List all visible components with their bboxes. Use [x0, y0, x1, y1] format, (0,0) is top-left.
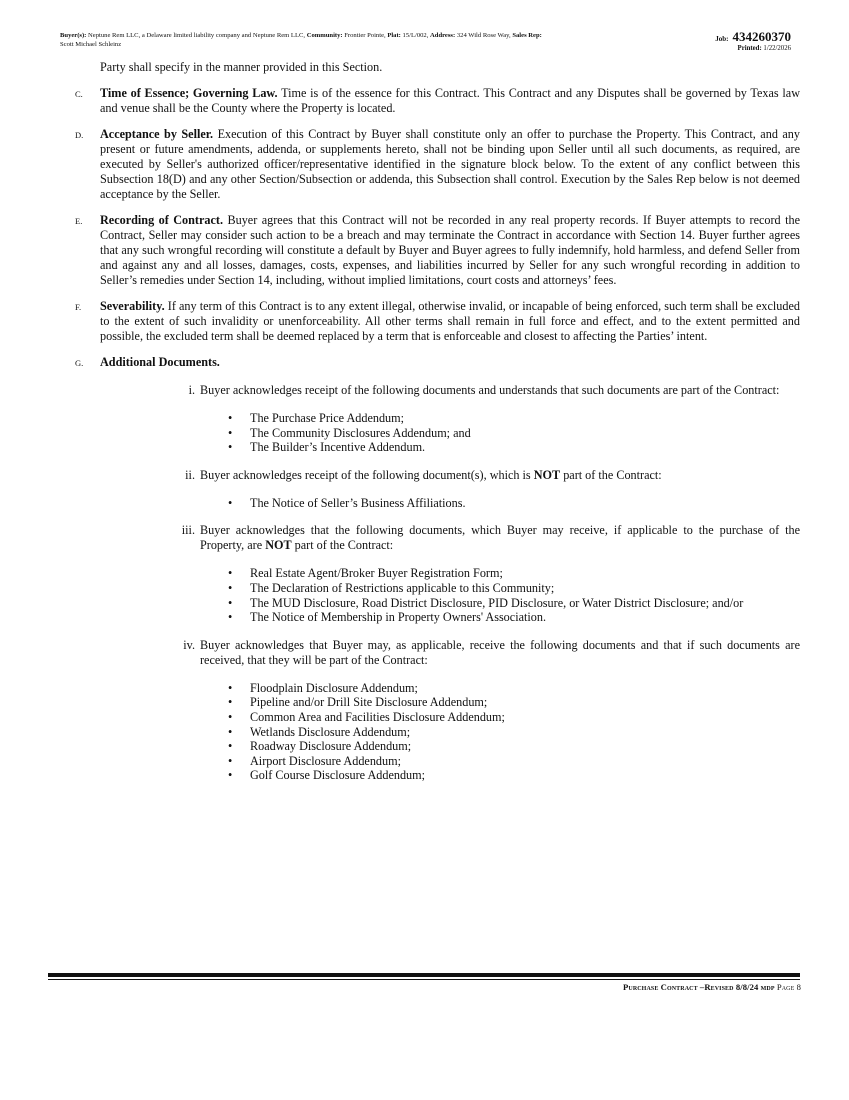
bullet-icon: • — [228, 425, 233, 440]
list-item — [228, 739, 800, 754]
list-item — [228, 411, 800, 426]
bullet-list — [200, 566, 800, 624]
bullet-icon: • — [228, 610, 233, 625]
section-letter: C. — [75, 89, 83, 99]
bullet-list — [200, 411, 800, 455]
section-letter: E. — [75, 216, 83, 226]
bullet-icon: • — [228, 739, 233, 754]
bullet-icon: • — [228, 753, 233, 768]
list-item-text: The Community Disclosures Addendum; and — [250, 425, 471, 440]
section-title: Acceptance by Seller. — [100, 127, 214, 141]
address-value: 324 Wild Rose Way, — [456, 32, 511, 39]
list-item — [228, 566, 800, 581]
subsection-text: Buyer acknowledges receipt of the following document(s), which is — [200, 467, 534, 482]
section-d — [60, 127, 800, 202]
plat-label: Plat: — [387, 32, 401, 39]
section-text: If any term of this Contract is to any extent illegal, otherwise invalid, or incapable of being enforced, such term shall be excluded to the extent of such invalidity or unenforceability. All other terms shall remain in full force and effect, and to the extent permitted and possible, the excluded term shall be deemed replaced by a term that is enforceable and closest to affecting the Parties’ intent. — [100, 299, 800, 343]
subsection-number: iii. — [181, 523, 195, 538]
bullet-icon: • — [228, 580, 233, 595]
section-title: Severability. — [100, 299, 165, 313]
job-number: 434260370 — [732, 29, 791, 44]
list-item — [228, 610, 800, 625]
section-text: Execution of this Contract by Buyer shall constitute only an offer to purchase the Property. This Contract, and any present or future amendments, addenda, or supplements hereto, shall not be binding upon Seller until all such documents, as required, are executed by Seller's authorized officer/representative identified in the signature block below. To the extent of any conflict between this Subsection 18(D) and any other Section/Subsection or addenda, this Subsection shall control. Execution by the Sales Rep below is not deemed acceptance by the Seller. — [100, 127, 800, 201]
job-info — [715, 29, 791, 54]
section-text: Buyer agrees that this Contract will not be recorded in any real property records. If Buyer attempts to record the Contract, Seller may consider such action to be a breach and may terminate the Contract in accordance with Section 14. Buyer further agrees that any such wrongful recording will constitute a default by Buyer and Buyer agrees to fully indemnify, hold harmless, and defend Seller from and against any and all losses, damages, costs, expenses, and liabilities incurred by Seller for any such wrongful recording in addition to Seller’s remedies under Section 14, including, without implied limitations, court costs and attorneys’ fees. — [100, 213, 800, 287]
subsection-text: Buyer acknowledges that Buyer may, as applicable, receive the following documents and that if such documents are received, that they will be part of the Contract: — [200, 637, 800, 667]
page-number: Page 8 — [776, 982, 801, 992]
bullet-icon: • — [228, 411, 233, 425]
list-item — [228, 680, 800, 696]
job-label: Job: — [715, 35, 729, 43]
section-letter: G. — [75, 358, 84, 368]
list-item-text: The MUD Disclosure, Road District Disclosure, PID Disclosure, or Water District Disclosure; and/or — [250, 595, 744, 610]
buyer-value: Neptune Rem LLC, a Delaware limited liability company and Neptune Rem LLC, — [88, 32, 306, 39]
list-item-text: The Declaration of Restrictions applicable to this Community; — [250, 580, 555, 595]
section-title: Time of Essence; Governing Law. — [100, 86, 278, 100]
list-item-text: Airport Disclosure Addendum; — [250, 753, 401, 768]
buyer-label: Buyer(s): — [60, 32, 87, 39]
subsection-ii — [60, 468, 800, 511]
list-item — [228, 440, 800, 455]
bullet-list — [200, 496, 800, 511]
list-item-text: Common Area and Facilities Disclosure Addendum; — [250, 709, 505, 724]
list-item — [228, 495, 800, 511]
sales-rep-label: Sales Rep: — [512, 32, 542, 39]
sales-rep-value: Scott Michael Schleinz — [60, 40, 122, 48]
subsection-number: ii. — [185, 467, 195, 482]
bullet-icon: • — [228, 724, 233, 739]
bullet-icon: • — [228, 440, 233, 455]
subsection-text: Buyer acknowledges receipt of the following documents and understands that such documents are part of the Contract: — [200, 383, 780, 397]
section-title: Recording of Contract. — [100, 213, 223, 227]
footer-rule-thin — [48, 979, 800, 980]
subsection-emphasis: NOT — [533, 467, 561, 482]
plat-value: 15/L/002, — [402, 32, 429, 39]
bullet-icon: • — [228, 495, 233, 510]
document-body — [60, 60, 800, 783]
list-item-text: The Builder’s Incentive Addendum. — [250, 440, 426, 455]
footer-rule-thick — [48, 973, 800, 977]
section-g — [60, 355, 800, 370]
bullet-icon: • — [228, 595, 233, 610]
list-item — [228, 724, 800, 740]
bullet-list — [200, 681, 800, 783]
list-item — [228, 425, 800, 441]
subsection-text-after: part of the Contract: — [560, 467, 662, 482]
subsection-emphasis: NOT — [265, 538, 292, 553]
community-label: Community: — [306, 32, 343, 39]
footer-title: Purchase Contract –Revised 8/8/24 mdp — [623, 982, 775, 992]
printed-date: 1/22/2026 — [763, 45, 791, 52]
section-e — [60, 213, 800, 288]
community-value: Frontier Pointe, — [344, 32, 386, 39]
bullet-icon: • — [228, 680, 233, 695]
subsection-number: i. — [188, 383, 195, 397]
address-label: Address: — [430, 32, 456, 39]
list-item — [228, 580, 800, 596]
section-letter: F. — [75, 302, 82, 312]
section-text: Time is of the essence for this Contract. This Contract and any Disputes shall be governed by Texas law and venue shall be the County where the Property is located. — [100, 86, 800, 115]
section-letter: D. — [75, 130, 84, 140]
list-item — [228, 768, 800, 783]
bullet-icon: • — [228, 566, 233, 581]
continuation-text: Party shall specify in the manner provided in this Section. — [100, 60, 383, 74]
printed-label: Printed: — [737, 45, 762, 52]
subsection-i — [60, 383, 800, 455]
list-item-text: The Notice of Seller’s Business Affiliations. — [250, 495, 466, 510]
subsection-number: iv. — [183, 637, 195, 652]
list-item-text: Wetlands Disclosure Addendum; — [250, 724, 411, 739]
list-item-text: Pipeline and/or Drill Site Disclosure Addendum; — [250, 695, 488, 710]
list-item — [228, 695, 800, 710]
list-item — [228, 709, 800, 725]
list-item-text: Golf Course Disclosure Addendum; — [250, 768, 426, 783]
list-item-text: Roadway Disclosure Addendum; — [250, 739, 412, 754]
subsection-text: Buyer acknowledges that the following documents, which Buyer may receive, if applicable to the purchase of the Property, are — [200, 523, 800, 553]
section-c — [60, 86, 800, 116]
section-title: Additional Documents. — [100, 355, 220, 369]
list-item-text: The Notice of Membership in Property Owners' Association. — [250, 610, 546, 625]
list-item-text: Real Estate Agent/Broker Buyer Registration Form; — [250, 566, 503, 581]
list-item-text: Floodplain Disclosure Addendum; — [250, 680, 418, 695]
subsection-iv — [60, 638, 800, 783]
bullet-icon: • — [228, 709, 233, 724]
subsection-text-after: part of the Contract: — [291, 538, 394, 553]
bullet-icon: • — [228, 768, 233, 783]
subsection-iii — [60, 523, 800, 624]
list-item — [228, 753, 800, 769]
document-header — [60, 32, 700, 49]
section-f — [60, 299, 800, 344]
bullet-icon: • — [228, 695, 233, 710]
list-item-text: The Purchase Price Addendum; — [250, 411, 404, 425]
list-item — [228, 595, 800, 611]
page-footer — [623, 982, 801, 992]
